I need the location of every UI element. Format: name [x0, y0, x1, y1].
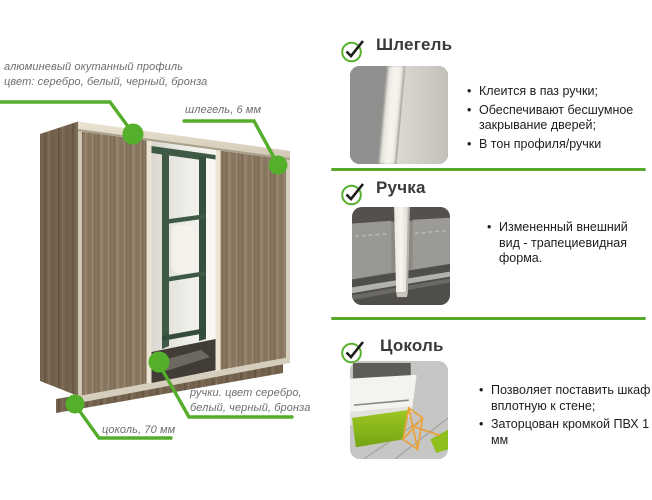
bullet-item: • В тон профиля/ручки	[466, 137, 652, 153]
annotation-handles-line1: ручки. цвет серебро,	[190, 387, 302, 399]
bullet-item: • Заторцован кромкой ПВХ 1 мм	[478, 417, 652, 448]
annotation-plinth: цоколь, 70 мм	[102, 424, 176, 436]
annotation-schlegel: шлегель, 6 мм	[185, 104, 262, 116]
annotation-handles-line2: белый, черный, бронза	[190, 401, 311, 414]
annotation-profile-line2: цвет: серебро, белый, черный, бронза	[4, 75, 208, 88]
check-icon	[340, 37, 366, 63]
section-divider	[331, 317, 646, 320]
section-title-plinth: Цоколь	[380, 336, 444, 355]
handle-bullets	[486, 220, 652, 270]
section-divider	[331, 168, 646, 171]
annotation-profile	[4, 60, 207, 89]
schlegel-photo-art	[350, 66, 448, 164]
bullet-item: • Клеится в паз ручки;	[466, 84, 652, 100]
handle-photo	[352, 207, 450, 305]
annotation-handles	[190, 386, 310, 415]
bullet-item: • Обеспечивают бесшумное закрывание дверей;	[466, 103, 652, 134]
handle-photo-art	[352, 207, 450, 305]
section-title-schlegel: Шлегель	[376, 35, 453, 54]
schlegel-bullets	[466, 84, 652, 155]
mirror-reflection	[148, 138, 218, 388]
plinth-photo	[350, 361, 448, 459]
schlegel-photo	[350, 66, 448, 164]
plinth-photo-art	[350, 361, 448, 459]
bullet-item: • Позволяет поставить шкаф вплотную к стене;	[478, 383, 652, 414]
annotation-profile-line1: алюминевый окутанный профиль	[4, 61, 184, 73]
plinth-bullets	[478, 383, 652, 451]
section-title-handle: Ручка	[376, 178, 426, 197]
check-icon	[340, 180, 366, 206]
bullet-item: • Измененный внешний вид - трапециевидная форма.	[486, 220, 652, 267]
